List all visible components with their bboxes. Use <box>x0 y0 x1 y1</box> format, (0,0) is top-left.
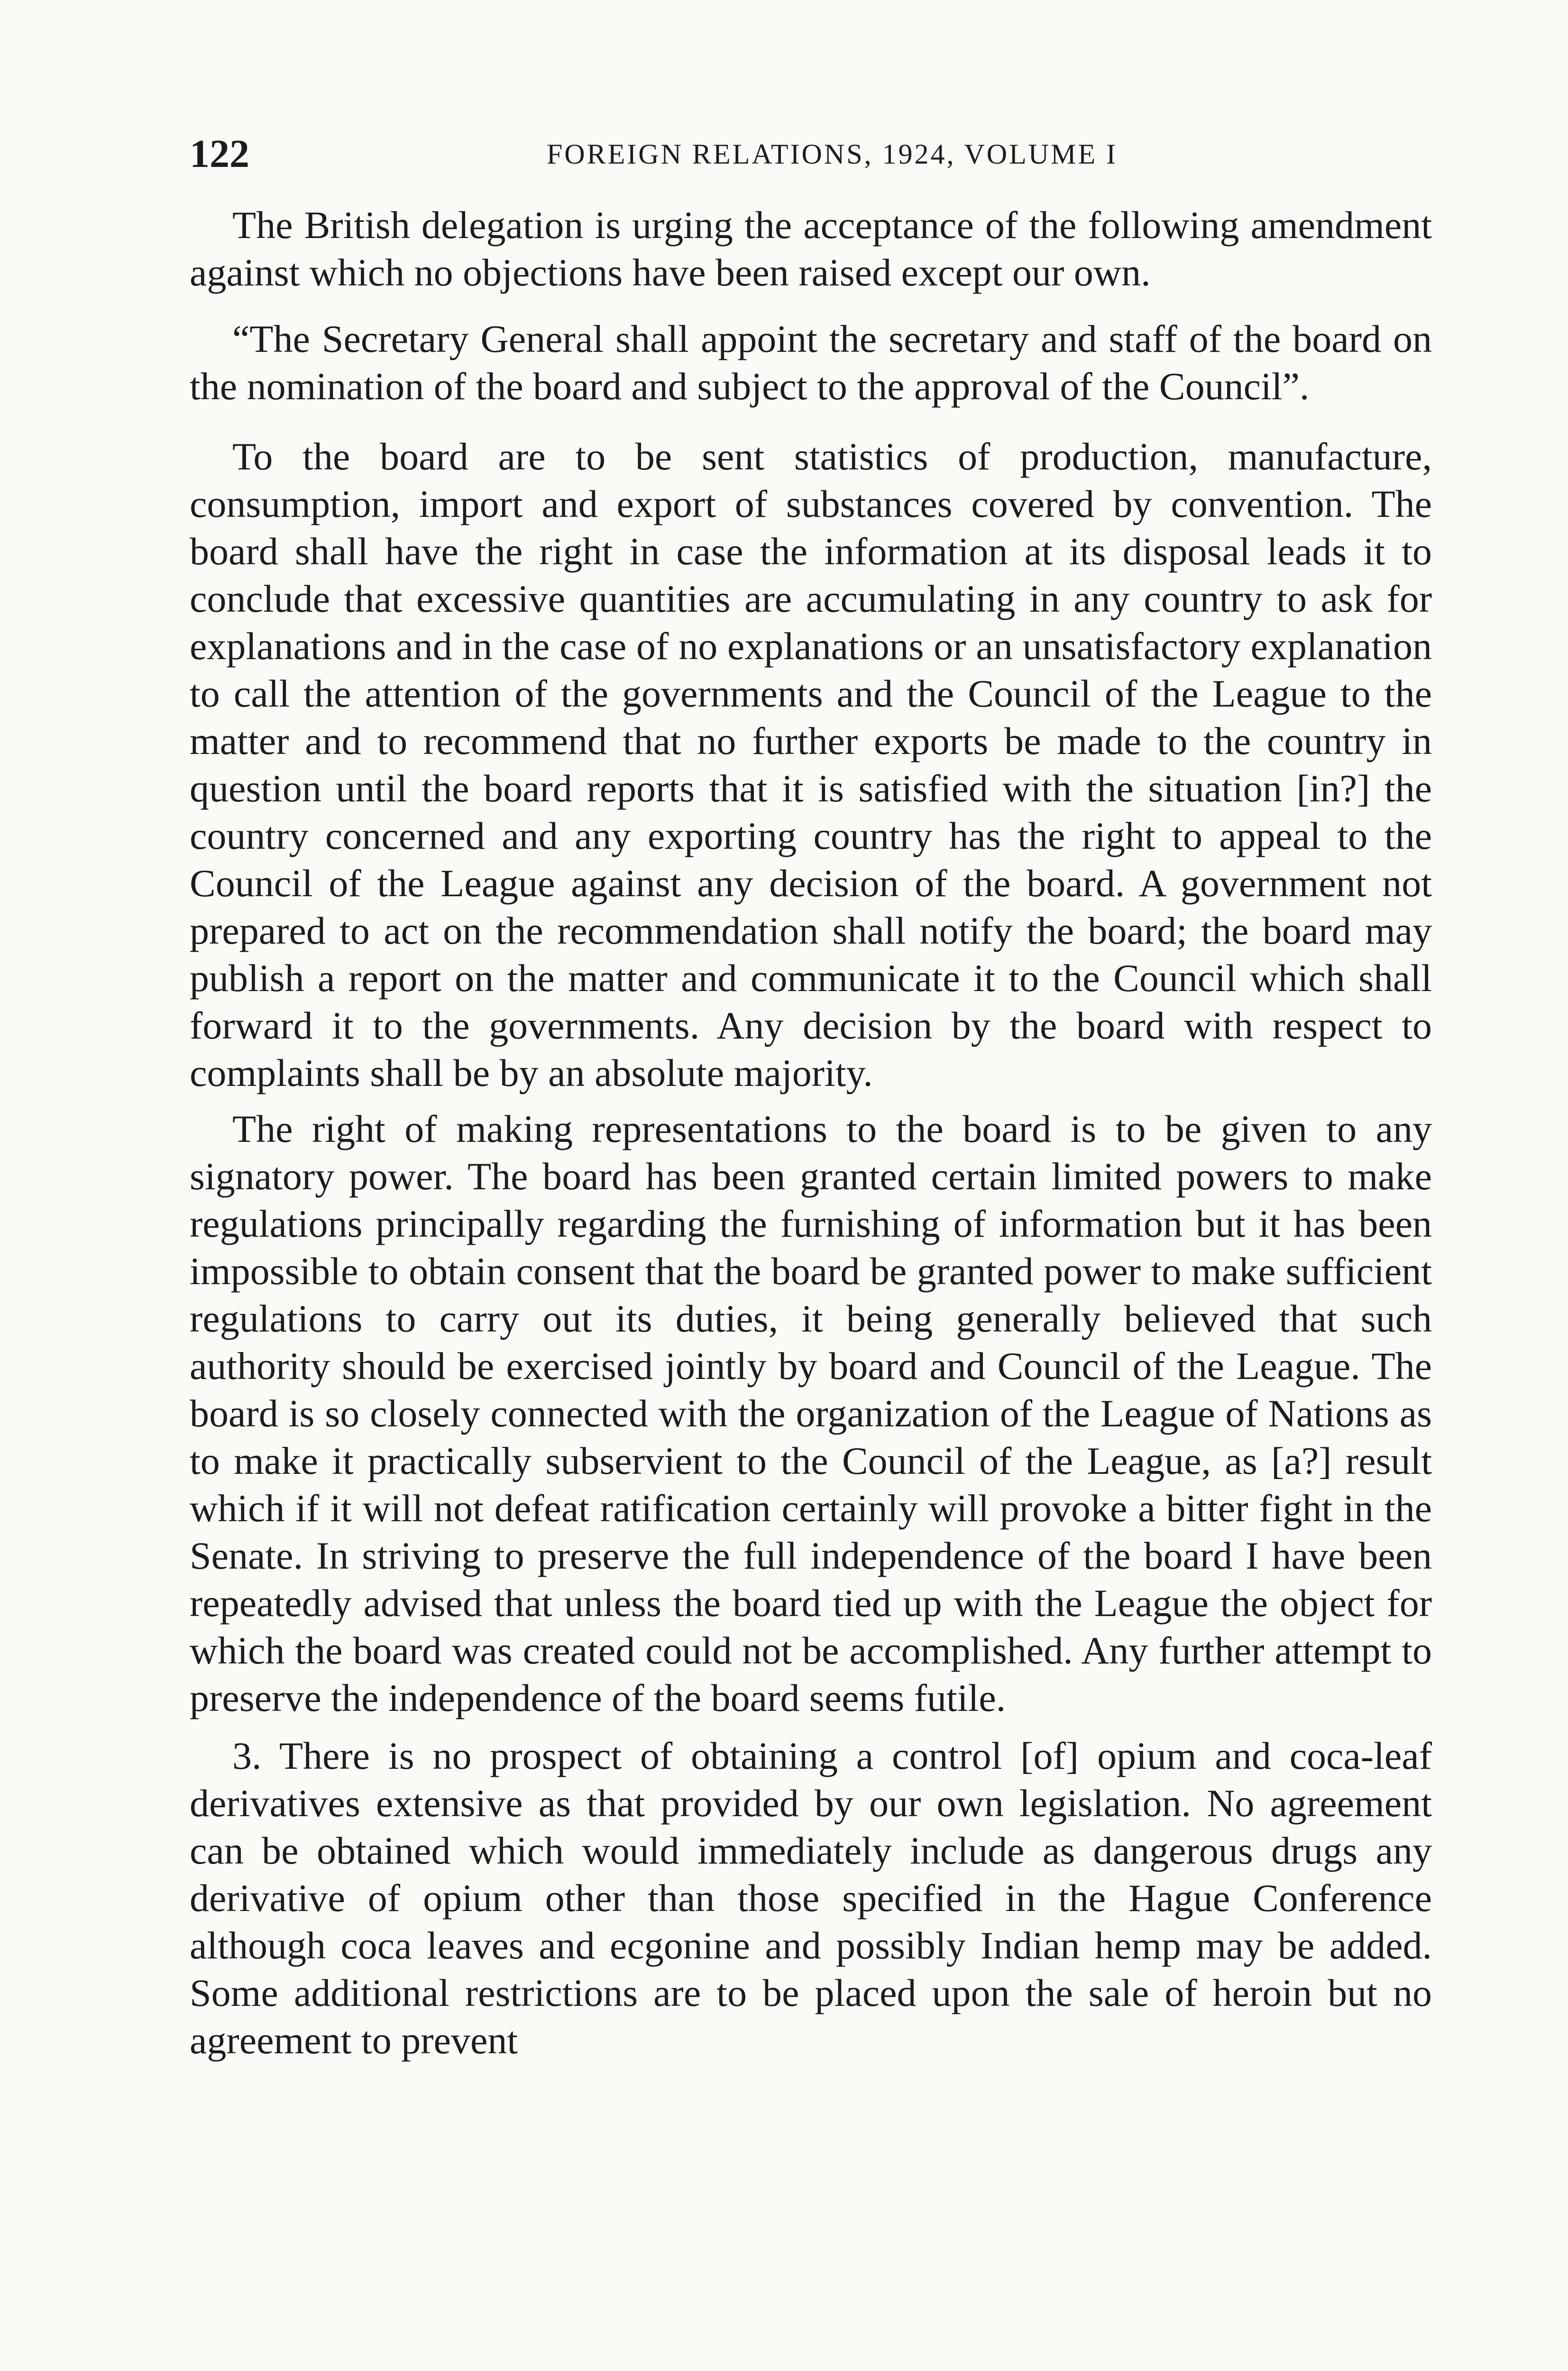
paragraph-point-3: 3. There is no prospect of obtaining a control [of] opium and coca-leaf derivatives extensive as that provided by our own legislation. No agreement can be obtained which would immediately include as dangerous drugs any derivative of opium other than those specified in the Hague Conference although coca leaves and ecgonine and possibly Indian hemp may be added. Some additional restrictions are to be placed upon the sale of heroin but no agreement to prevent <box>190 1734 1432 2062</box>
paragraph-representations: The right of making representations to the board is to be given to any signatory power. The board has been granted certain limited powers to make regulations principally regarding the furnishing of information but it has been impossible to obtain consent that the board be granted power to make sufficient regulations to carry out its duties, it being generally believed that such authority should be exercised jointly by board and Council of the League. The board is so closely connected with the organization of the League of Nations as to make it practically subservient to the Council of the League, as [a?] result which if it will not defeat ratification certainly will provoke a bitter fight in the Senate. In striving to preserve the full independence of the board I have been repeatedly advised that unless the board tied up with the League the object for which the board was created could not be accomplished. Any further attempt to preserve the independence of the board seems futile. <box>190 1107 1432 1719</box>
paragraph-quoted-amendment: “The Secretary General shall appoint the secretary and staff of the board on the nomination of the board and subject to the approval of the Council”. <box>190 317 1432 408</box>
paragraph-british-amendment: The British delegation is urging the acceptance of the following amendment against which no objections have been raised except our own. <box>190 203 1432 294</box>
paragraph-board-statistics: To the board are to be sent statistics of production, manufacture, consumption, import and export of substances covered by convention. The board shall have the right in case the information at its disposal leads it to conclude that excessive quantities are accumulating in any country to ask for explanations and in the case of no explanations or an unsatisfactory explanation to call the attention of the governments and the Council of the League to the matter and to recommend that no further exports be made to the country in question until the board reports that it is satisfied with the situation [in?] the country concerned and any exporting country has the right to appeal to the Council of the League against any decision of the board. A government not prepared to act on the recommendation shall notify the board; the board may publish a report on the matter and communicate it to the Council which shall forward it to the governments. Any decision by the board with respect to complaints shall be by an absolute majority. <box>190 435 1432 1094</box>
page-number: 122 <box>190 132 249 176</box>
running-head: FOREIGN RELATIONS, 1924, VOLUME I <box>546 138 1118 170</box>
body-text <box>190 202 1432 2075</box>
page-header <box>190 128 1432 180</box>
